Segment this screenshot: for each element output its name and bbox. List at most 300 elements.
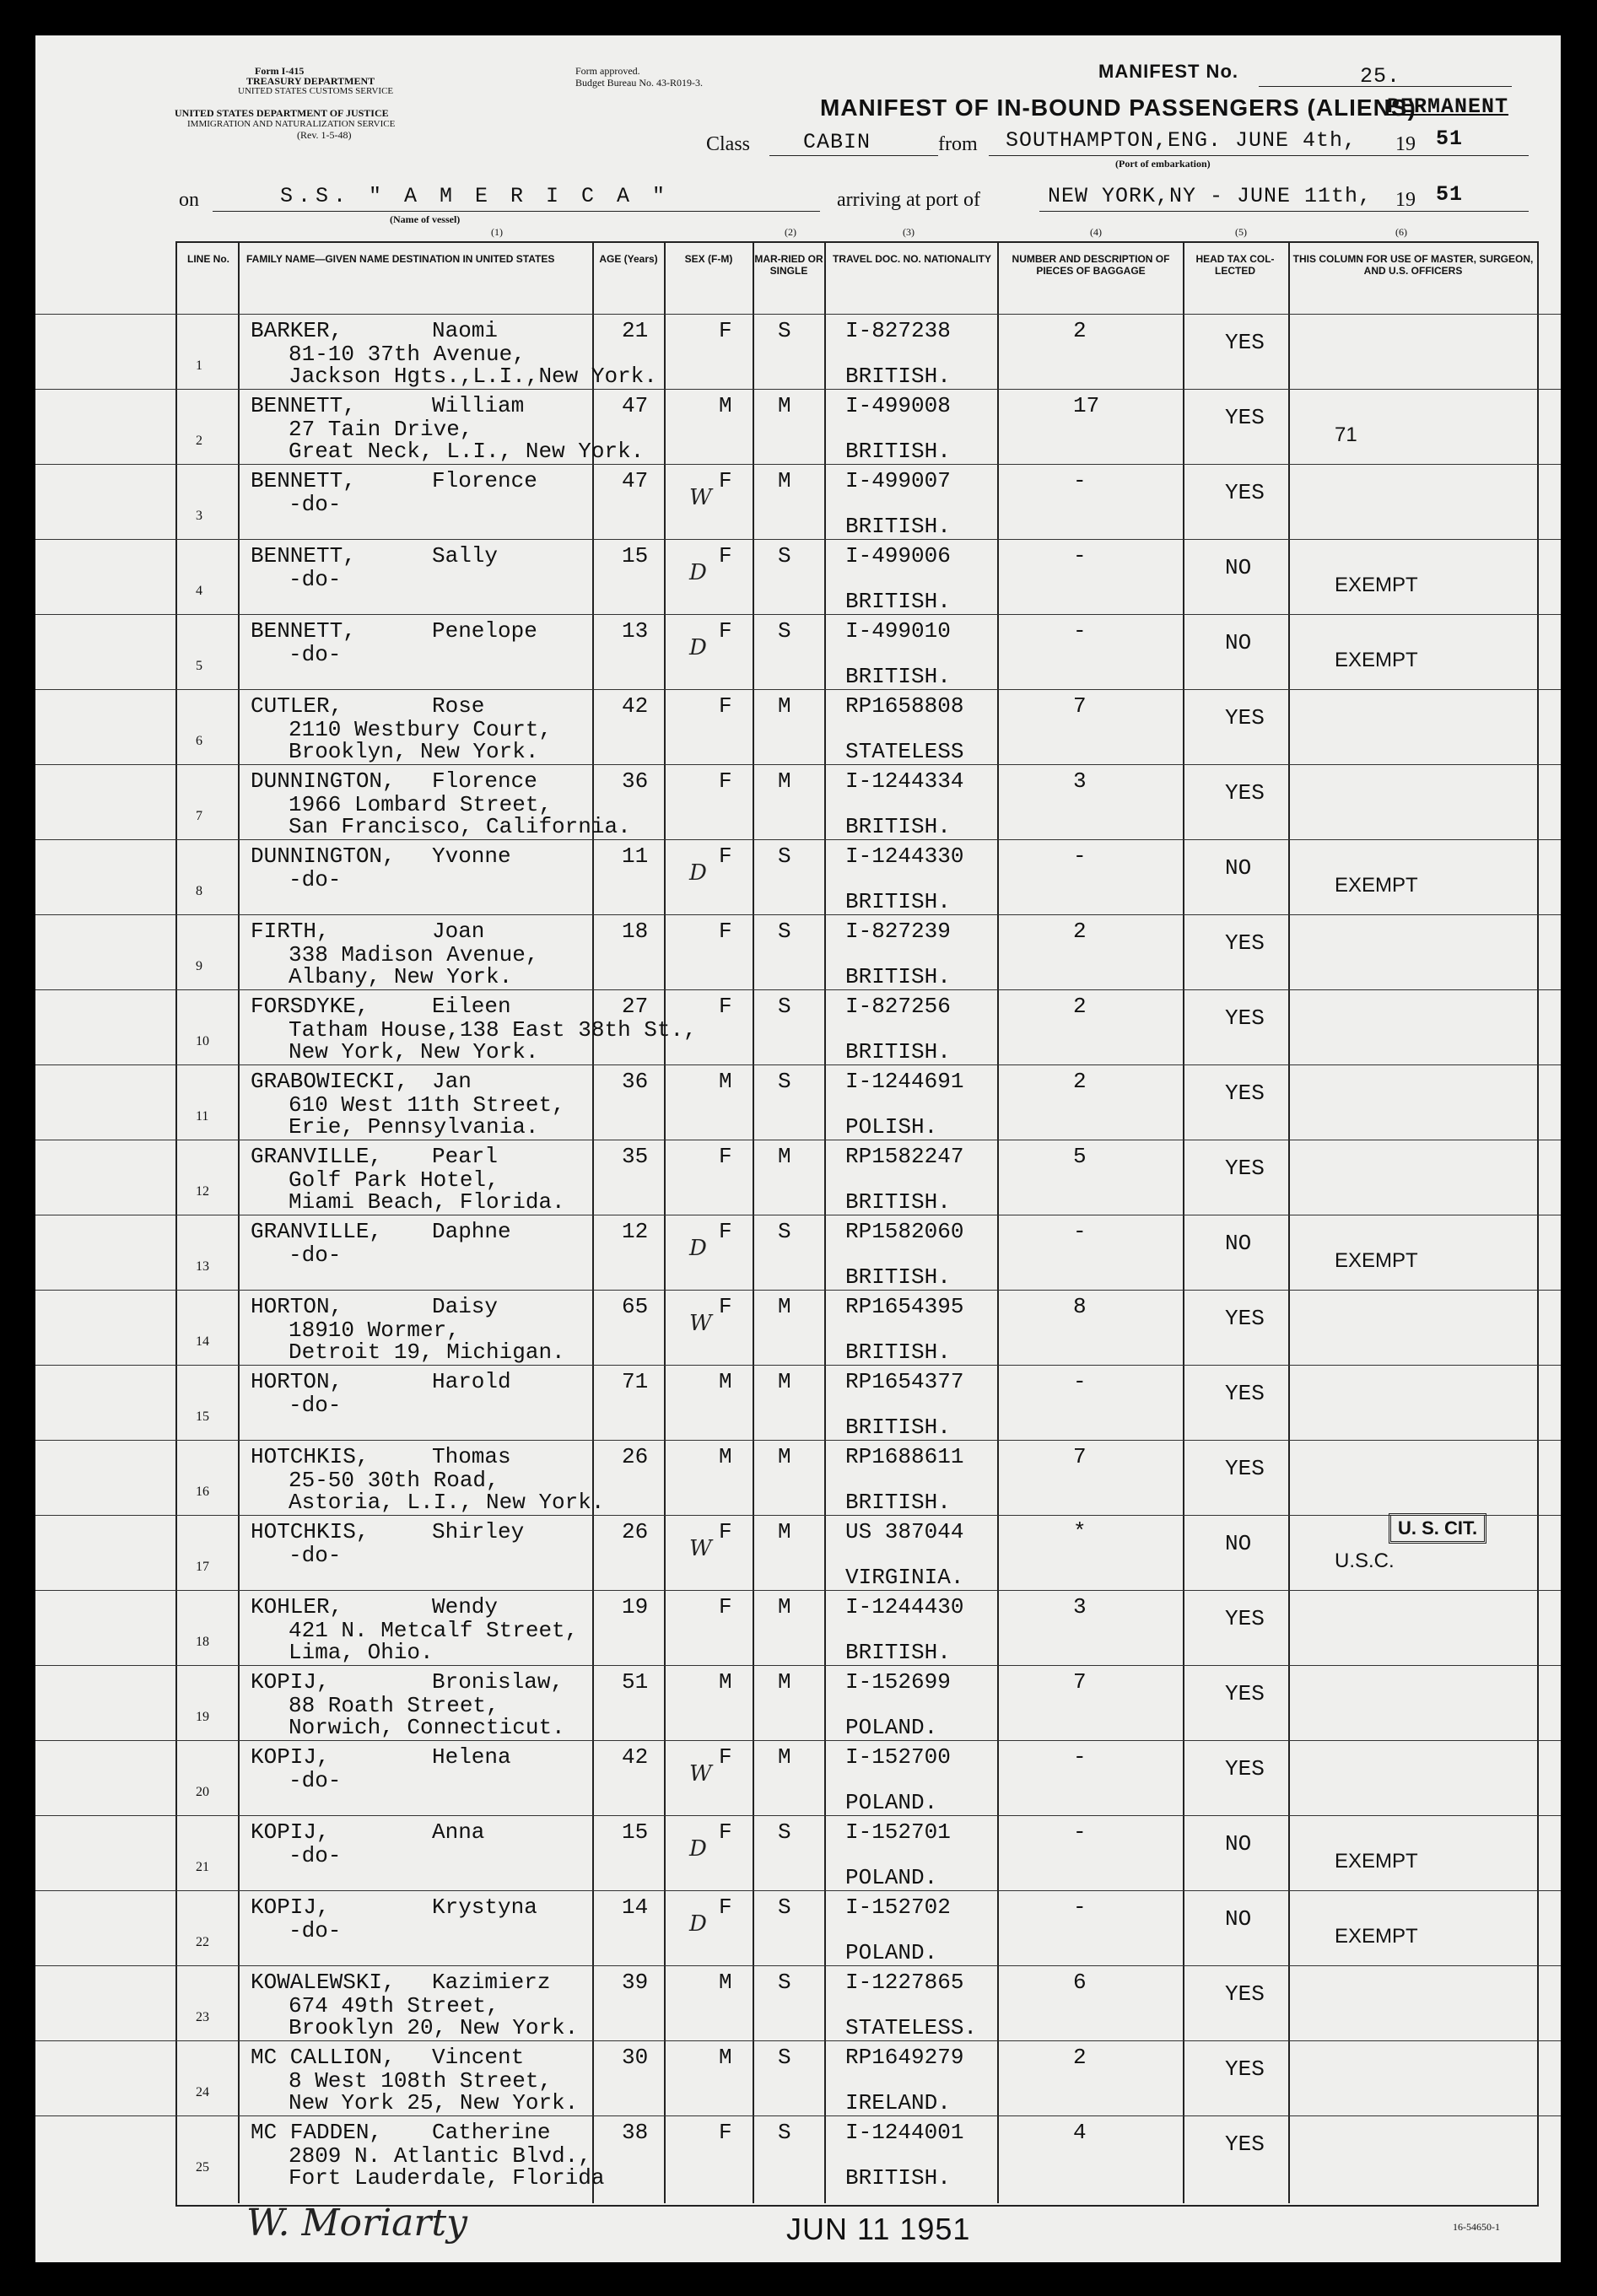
sex: F [719,994,732,1019]
marital-status: M [778,1594,791,1620]
form-approved: Form approved. [575,65,640,77]
given-name: Florence [432,768,537,794]
travel-doc-number: I-1244691 [845,1069,964,1094]
baggage-count: - [1073,843,1087,869]
hdr-name: FAMILY NAME—GIVEN NAME DESTINATION IN UNITED STATES [246,253,555,265]
hdr-travel-doc: TRAVEL DOC. NO. NATIONALITY [833,253,991,265]
head-tax: YES [1225,1005,1265,1031]
class-label: Class [706,133,751,155]
officer-note: EXEMPT [1335,1249,1418,1272]
address-line-2: Lima, Ohio. [289,1640,434,1665]
baggage-count: - [1073,1894,1087,1920]
family-name: DUNNINGTON, [251,843,396,869]
baggage-count: - [1073,1369,1087,1394]
age: 14 [622,1894,649,1920]
head-tax: YES [1225,1981,1265,2007]
address-line-1: 338 Madison Avenue, [289,942,539,967]
age: 65 [622,1294,649,1319]
sex: F [719,618,732,644]
head-tax: YES [1225,1381,1265,1406]
handwritten-mark: W [689,1761,712,1787]
handwritten-mark: D [689,560,707,585]
manifest-page [35,35,1561,2262]
baggage-count: - [1073,543,1087,569]
head-tax: YES [1225,1606,1265,1631]
family-name: HORTON, [251,1369,343,1394]
dept-ins: IMMIGRATION AND NATURALIZATION SERVICE [187,119,396,129]
table-row [35,2040,1561,2116]
sex: F [719,318,732,343]
head-tax: NO [1225,855,1252,881]
marital-status: S [778,994,791,1019]
col-num-1: (1) [491,226,503,238]
family-name: HOTCHKIS, [251,1444,370,1469]
address-line-1: -do- [289,492,342,517]
table-row [35,614,1561,690]
budget-no: Budget Bureau No. 43-R019-3. [575,77,703,89]
baggage-count: - [1073,468,1087,493]
age: 47 [622,468,649,493]
line-number: 15 [196,1409,209,1424]
line-number: 2 [196,434,202,448]
age: 15 [622,543,649,569]
age: 38 [622,2120,649,2145]
line-number: 9 [196,959,202,973]
baggage-count: 3 [1073,1594,1087,1620]
nationality: BRITISH. [845,2165,951,2191]
marital-status: S [778,1894,791,1920]
marital-status: M [778,1369,791,1394]
family-name: DUNNINGTON, [251,768,396,794]
table-row [35,1440,1561,1516]
baggage-count: 7 [1073,1444,1087,1469]
nationality: STATELESS [845,739,964,764]
given-name: Daphne [432,1219,511,1244]
col-num-3: (3) [903,226,914,238]
permanent-label: PERMANENT [1387,94,1509,119]
marital-status: M [778,393,791,418]
handwritten-mark: D [689,1236,707,1261]
table-row [35,1740,1561,1816]
address-line-2: Jackson Hgts.,L.I.,New York. [289,364,657,389]
age: 19 [622,1594,649,1620]
travel-doc-number: I-1227865 [845,1970,964,1995]
family-name: MC CALLION, [251,2045,396,2070]
nationality: VIRGINIA. [845,1565,964,1590]
nationality: POLISH. [845,1114,938,1140]
baggage-count: 2 [1073,2045,1087,2070]
address-line-1: 674 49th Street, [289,1993,499,2018]
table-row [35,539,1561,615]
family-name: FIRTH, [251,919,330,944]
sex: F [719,1144,732,1169]
line-number: 12 [196,1184,209,1199]
officer-note: EXEMPT [1335,649,1418,671]
line-number: 16 [196,1485,209,1499]
given-name: Naomi [432,318,499,343]
line-number: 11 [196,1109,209,1124]
family-name: BENNETT, [251,543,356,569]
line-number: 19 [196,1710,209,1724]
line-number: 18 [196,1635,209,1649]
nationality: BRITISH. [845,1339,951,1365]
nationality: IRELAND. [845,2090,951,2115]
nationality: POLAND. [845,1865,938,1890]
nationality: BRITISH. [845,1415,951,1440]
age: 27 [622,994,649,1019]
address-line-2: New York, New York. [289,1039,539,1064]
head-tax: NO [1225,1531,1252,1556]
address-line-2: New York 25, New York. [289,2090,579,2115]
baggage-count: 2 [1073,919,1087,944]
sex: F [719,1819,732,1845]
given-name: Sally [432,543,499,569]
hdr-head-tax: HEAD TAX COL-LECTED [1195,253,1275,277]
address-line-2: Great Neck, L.I., New York. [289,439,645,464]
marital-status: S [778,1970,791,1995]
address-line-1: -do- [289,1543,342,1568]
hdr-age: AGE (Years) [599,253,658,265]
sex: M [719,393,732,418]
head-tax: NO [1225,555,1252,580]
inspector-signature: W. Moriarty [246,2202,467,2245]
family-name: BENNETT, [251,468,356,493]
from-year: 51 [1436,127,1464,151]
head-tax: YES [1225,705,1265,730]
head-tax: YES [1225,2132,1265,2157]
nationality: BRITISH. [845,889,951,914]
address-line-1: -do- [289,1242,342,1268]
head-tax: YES [1225,1756,1265,1781]
address-line-1: 610 West 11th Street, [289,1092,565,1118]
address-line-1: 81-10 37th Avenue, [289,342,526,367]
family-name: HORTON, [251,1294,343,1319]
given-name: Rose [432,693,485,719]
col-num-6: (6) [1395,226,1407,238]
line-number: 22 [196,1935,209,1949]
head-tax: YES [1225,1156,1265,1181]
age: 15 [622,1819,649,1845]
address-line-1: -do- [289,642,342,667]
travel-doc-number: RP1582060 [845,1219,964,1244]
table-row [35,1590,1561,1666]
age: 11 [622,843,649,869]
travel-doc-number: I-152702 [845,1894,951,1920]
address-line-2: Fort Lauderdale, Florida [289,2165,605,2191]
nationality: POLAND. [845,1940,938,1965]
family-name: MC FADDEN, [251,2120,383,2145]
given-name: Yvonne [432,843,511,869]
nationality: BRITISH. [845,364,951,389]
port-embarkation: SOUTHAMPTON,ENG. JUNE 4th, [1006,128,1357,153]
arr-year-prefix: 19 [1395,189,1416,211]
sex: M [719,1369,732,1394]
sex: F [719,1294,732,1319]
family-name: BENNETT, [251,393,356,418]
family-name: CUTLER, [251,693,343,719]
line-number: 4 [196,584,202,598]
travel-doc-number: I-499010 [845,618,951,644]
head-tax: YES [1225,1681,1265,1706]
sex: F [719,1744,732,1770]
arriving-label: arriving at port of [837,189,980,211]
head-tax: YES [1225,330,1265,355]
marital-status: S [778,543,791,569]
given-name: Harold [432,1369,511,1394]
travel-doc-number: RP1658808 [845,693,964,719]
address-line-2: Brooklyn, New York. [289,739,539,764]
line-number: 8 [196,884,202,898]
sex: F [719,468,732,493]
travel-doc-number: I-152700 [845,1744,951,1770]
given-name: Daisy [432,1294,499,1319]
age: 36 [622,1069,649,1094]
address-line-1: Tatham House,138 East 38th St., [289,1017,697,1043]
family-name: KOHLER, [251,1594,343,1620]
age: 12 [622,1219,649,1244]
table-row [35,764,1561,840]
table-row [35,464,1561,540]
sex: F [719,1519,732,1544]
age: 36 [622,768,649,794]
address-line-1: Golf Park Hotel, [289,1167,499,1193]
age: 30 [622,2045,649,2070]
given-name: Wendy [432,1594,499,1620]
age: 42 [622,693,649,719]
baggage-count: 7 [1073,693,1087,719]
baggage-count: * [1073,1519,1087,1544]
marital-status: S [778,919,791,944]
line-number: 1 [196,358,202,373]
arrival-port: NEW YORK,NY - JUNE 11th, [1048,184,1373,208]
marital-status: M [778,1294,791,1319]
sex: F [719,1894,732,1920]
baggage-count: 17 [1073,393,1100,418]
line-number: 24 [196,2085,209,2099]
given-name: Bronislaw, [432,1669,564,1695]
given-name: Jan [432,1069,472,1094]
baggage-count: 5 [1073,1144,1087,1169]
address-line-1: 27 Tain Drive, [289,417,473,442]
family-name: KOPIJ, [251,1894,330,1920]
address-line-2: Norwich, Connecticut. [289,1715,565,1740]
col-num-5: (5) [1235,226,1247,238]
address-line-1: -do- [289,1393,342,1418]
given-name: Helena [432,1744,511,1770]
given-name: William [432,393,525,418]
nationality: BRITISH. [845,589,951,614]
head-tax: YES [1225,780,1265,806]
head-tax: YES [1225,480,1265,505]
table-row [35,1140,1561,1215]
family-name: HOTCHKIS, [251,1519,370,1544]
address-line-2: Brooklyn 20, New York. [289,2015,579,2040]
table-row [35,1665,1561,1741]
age: 18 [622,919,649,944]
sex: F [719,543,732,569]
family-name: GRANVILLE, [251,1144,383,1169]
handwritten-mark: D [689,860,707,886]
baggage-count: - [1073,1819,1087,1845]
on-label: on [179,189,199,211]
sex: M [719,2045,732,2070]
travel-doc-number: I-1244430 [845,1594,964,1620]
age: 35 [622,1144,649,1169]
age: 51 [622,1669,649,1695]
baggage-count: - [1073,618,1087,644]
nationality: BRITISH. [845,514,951,539]
marital-status: S [778,1069,791,1094]
nationality: BRITISH. [845,1264,951,1290]
marital-status: S [778,2120,791,2145]
table-row [35,314,1561,390]
line-number: 6 [196,734,202,748]
travel-doc-number: RP1582247 [845,1144,964,1169]
marital-status: S [778,843,791,869]
travel-doc-number: I-152699 [845,1669,951,1695]
hdr-married: MAR-RIED OR SINGLE [754,253,823,277]
family-name: BARKER, [251,318,343,343]
head-tax: NO [1225,1831,1252,1857]
line-number: 3 [196,509,202,523]
head-tax: YES [1225,2056,1265,2082]
travel-doc-number: I-827256 [845,994,951,1019]
date-stamp: JUN 11 1951 [786,2212,971,2246]
nationality: BRITISH. [845,814,951,839]
marital-status: M [778,468,791,493]
handwritten-mark: D [689,1836,707,1862]
baggage-count: - [1073,1744,1087,1770]
form-code: 16-54650-1 [1453,2221,1500,2233]
col-num-2: (2) [785,226,796,238]
address-line-1: 18910 Wormer, [289,1318,460,1343]
officer-note: EXEMPT [1335,574,1418,596]
family-name: BENNETT, [251,618,356,644]
address-line-1: 1966 Lombard Street, [289,792,553,817]
baggage-count: 7 [1073,1669,1087,1695]
given-name: Penelope [432,618,537,644]
given-name: Krystyna [432,1894,537,1920]
sex: F [719,1594,732,1620]
travel-doc-number: I-827239 [845,919,951,944]
travel-doc-number: I-827238 [845,318,951,343]
given-name: Pearl [432,1144,499,1169]
arrival-year: 51 [1436,182,1464,207]
address-line-1: -do- [289,1843,342,1868]
marital-status: S [778,2045,791,2070]
nationality: BRITISH. [845,1189,951,1215]
table-row [35,2115,1561,2191]
age: 47 [622,393,649,418]
manifest-title: MANIFEST OF IN-BOUND PASSENGERS (ALIENS) [820,94,1416,121]
vessel-caption: (Name of vessel) [390,213,461,225]
age: 71 [622,1369,649,1394]
from-year-prefix: 19 [1395,133,1416,155]
line-number: 10 [196,1034,209,1048]
address-line-1: -do- [289,1768,342,1793]
address-line-1: 2110 Westbury Court, [289,717,553,742]
handwritten-mark: W [689,485,712,510]
us-cit-stamp: U. S. CIT. [1389,1513,1486,1544]
address-line-2: Detroit 19, Michigan. [289,1339,565,1365]
address-line-1: 8 West 108th Street, [289,2068,553,2094]
address-line-2: Erie, Pennsylvania. [289,1114,539,1140]
age: 39 [622,1970,649,1995]
handwritten-mark: W [689,1311,712,1336]
nationality: BRITISH. [845,1640,951,1665]
travel-doc-number: US 387044 [845,1519,964,1544]
address-line-1: 2809 N. Atlantic Blvd., [289,2143,591,2169]
sex: M [719,1669,732,1695]
nationality: STATELESS. [845,2015,978,2040]
travel-doc-number: I-1244334 [845,768,964,794]
travel-doc-number: I-152701 [845,1819,951,1845]
travel-doc-number: I-499008 [845,393,951,418]
table-row [35,1890,1561,1966]
family-name: GRANVILLE, [251,1219,383,1244]
address-line-2: Albany, New York. [289,964,513,989]
table-row [35,914,1561,990]
baggage-count: 2 [1073,318,1087,343]
nationality: BRITISH. [845,439,951,464]
rev-date: (Rev. 1-5-48) [297,129,352,141]
table-row [35,989,1561,1065]
given-name: Shirley [432,1519,525,1544]
sex: F [719,843,732,869]
baggage-count: 8 [1073,1294,1087,1319]
head-tax: YES [1225,405,1265,430]
family-name: GRABOWIECKI, [251,1069,409,1094]
baggage-count: 6 [1073,1970,1087,1995]
marital-status: M [778,693,791,719]
age: 13 [622,618,649,644]
address-line-1: -do- [289,1918,342,1943]
sex: F [719,2120,732,2145]
travel-doc-number: RP1654395 [845,1294,964,1319]
marital-status: M [778,1444,791,1469]
nationality: BRITISH. [845,1490,951,1515]
address-line-2: Astoria, L.I., New York. [289,1490,605,1515]
address-line-2: San Francisco, California. [289,814,631,839]
handwritten-mark: D [689,1911,707,1937]
from-label: from [938,133,978,155]
given-name: Thomas [432,1444,511,1469]
address-line-1: 421 N. Metcalf Street, [289,1618,579,1643]
head-tax: NO [1225,1231,1252,1256]
line-number: 13 [196,1259,209,1274]
port-caption: (Port of embarkation) [1115,158,1211,170]
head-tax: NO [1225,630,1252,655]
table-row [35,389,1561,465]
marital-status: M [778,1669,791,1695]
dept-customs: UNITED STATES CUSTOMS SERVICE [238,86,394,96]
hdr-sex: SEX (F-M) [684,253,733,265]
family-name: KOPIJ, [251,1744,330,1770]
travel-doc-number: RP1688611 [845,1444,964,1469]
given-name: Florence [432,468,537,493]
baggage-count: 4 [1073,2120,1087,2145]
table-row [35,1064,1561,1140]
line-number: 21 [196,1860,209,1874]
marital-status: M [778,1144,791,1169]
handwritten-mark: D [689,635,707,660]
marital-status: S [778,618,791,644]
hdr-line-no: LINE No. [187,253,229,265]
family-name: FORSDYKE, [251,994,370,1019]
head-tax: NO [1225,1906,1252,1932]
vessel-name: S.S. " A M E R I C A " [280,184,671,208]
line-number: 5 [196,659,202,673]
